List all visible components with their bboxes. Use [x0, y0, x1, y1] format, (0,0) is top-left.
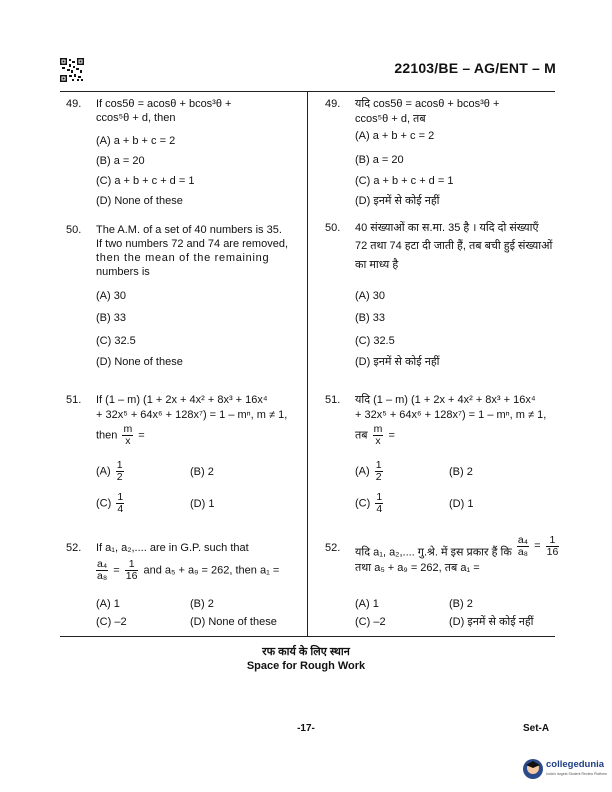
question-number: 49.	[66, 98, 82, 110]
option-b: (B) 2	[190, 598, 214, 610]
option-b: (B) 33	[96, 312, 126, 324]
question-50-en	[66, 223, 301, 373]
option-d: (D) None of these	[190, 616, 277, 628]
option-d: (D) 1	[449, 498, 474, 510]
question-49-en	[66, 97, 301, 217]
page-number: -17-	[297, 723, 315, 734]
column-divider	[307, 91, 308, 636]
equals-sign: =	[388, 429, 395, 442]
mascot-icon	[522, 758, 544, 780]
fraction-1-over-16: $\frac{1}{16}$	[125, 558, 138, 582]
then-word: then	[96, 429, 118, 442]
question-text-line-3: then the mean of the remaining	[96, 252, 270, 264]
option-b: (B) a = 20	[355, 154, 404, 166]
question-text-line-2: तथा a₅ + a₉ = 262, तब a₁ =	[355, 562, 480, 574]
question-text-line-3	[355, 424, 395, 447]
question-text-line-2: 72 तथा 74 हटा दी जाती हैं, तब बची हुई संख्याओं	[355, 240, 553, 252]
question-text-line-1: यदि (1 – m) (1 + 2x + 4x² + 8x³ + 16x⁴	[355, 394, 536, 406]
question-51-hi	[325, 393, 557, 523]
option-a: (A) a + b + c = 2	[96, 135, 176, 147]
question-text-line-1: यदि a₁, a₂,.... गु.श्रे. में इस प्रकार हैं कि $\frac{\text{a₄}}{\text{a₈}}$ = $\frac{1}{16}$	[355, 534, 559, 559]
fraction-1-over-16: $\frac{1}{16}$	[546, 534, 559, 558]
option-d: (D) None of these	[96, 356, 183, 368]
question-text-line-1: If a₁, a₂,.... are in G.P. such that	[96, 542, 249, 554]
question-text-line-1: The A.M. of a set of 40 numbers is 35.	[96, 224, 282, 236]
question-text-line-4: numbers is	[96, 266, 150, 278]
question-51-en	[66, 393, 301, 523]
option-a: (A) 1	[355, 598, 379, 610]
option-b: (B) a = 20	[96, 155, 145, 167]
question-50-hi	[325, 221, 557, 371]
fraction-a4-over-a8: $\frac{\text{a₄}}{\text{a₈}}$	[97, 558, 108, 582]
option-b: (B) 33	[355, 312, 385, 324]
question-text-line-2: If two numbers 72 and 74 are removed,	[96, 238, 288, 250]
brand-name: collegedunia	[546, 759, 605, 770]
qr-code	[60, 58, 84, 82]
question-number: 49.	[325, 98, 341, 110]
option-c: (C) –2	[96, 616, 127, 628]
fraction-a4-over-a8: $\frac{\text{a₄}}{\text{a₈}}$	[517, 534, 529, 558]
option-a: (A) 30	[355, 290, 385, 302]
option-c: (C) $\frac{1}{4}$	[355, 491, 383, 515]
option-a: (A) 30	[96, 290, 126, 302]
question-text-line-3	[96, 424, 145, 447]
question-text-line-2: + 32x⁵ + 64x⁶ + 128x⁷) = 1 – mⁿ, m ≠ 1,	[96, 409, 288, 421]
paper-code: 22103/BE – AG/ENT – M	[394, 60, 556, 76]
option-c: (C) –2	[355, 616, 386, 628]
question-number: 51.	[66, 394, 82, 406]
option-d: (D) इनमें से कोई नहीं	[355, 195, 440, 207]
set-label: Set-A	[523, 723, 550, 734]
question-number: 50.	[66, 224, 82, 236]
question-number: 52.	[66, 542, 82, 554]
option-a: (A) a + b + c = 2	[355, 130, 435, 142]
option-b: (B) 2	[449, 598, 473, 610]
question-text-line-1: If (1 – m) (1 + 2x + 4x² + 8x³ + 16x⁴	[96, 394, 268, 406]
rough-work-english: Space for Rough Work	[246, 660, 366, 672]
option-d: (D) इनमें से कोई नहीं	[355, 356, 440, 368]
question-text-line-2: ccos⁵θ + d, then	[96, 112, 176, 124]
option-b: (B) 2	[190, 466, 214, 478]
option-d: (D) 1	[190, 498, 215, 510]
question-number: 52.	[325, 542, 341, 554]
equals-sign: =	[138, 429, 145, 442]
question-text-line-2: ccos⁵θ + d, तब	[355, 113, 426, 125]
brand-tagline: India's largest Student Review Platform	[546, 772, 607, 776]
question-52-en	[66, 541, 301, 633]
option-a: (A) $\frac{1}{2}$	[355, 459, 382, 483]
question-text-line-1: यदि cos5θ = acosθ + bcos³θ +	[355, 98, 500, 110]
option-c: (C) 32.5	[355, 335, 395, 347]
brand-logo	[522, 756, 607, 784]
question-text-line-1: If cos5θ = acosθ + bcos³θ +	[96, 98, 232, 110]
fraction-m-over-x: $\frac{m}{x}$	[123, 423, 133, 447]
question-text-line-1: 40 संख्याओं का स.मा. 35 है । यदि दो संख्याएँ	[355, 222, 539, 234]
option-c: (C) a + b + c + d = 1	[355, 175, 454, 187]
question-52-hi	[325, 534, 559, 633]
then-word: तब	[355, 429, 368, 442]
bottom-rule	[60, 636, 555, 637]
question-text-line-2: + 32x⁵ + 64x⁶ + 128x⁷) = 1 – mⁿ, m ≠ 1,	[355, 409, 547, 421]
option-a: (A) $\frac{1}{2}$	[96, 459, 123, 483]
option-c: (C) $\frac{1}{4}$	[96, 491, 124, 515]
option-c: (C) 32.5	[96, 335, 136, 347]
fraction-m-over-x: $\frac{m}{x}$	[373, 423, 383, 447]
question-text-line-3: का माध्य है	[355, 259, 399, 271]
question-49-hi	[325, 97, 557, 217]
option-d: (D) None of these	[96, 195, 183, 207]
question-text-line-2: $\frac{\text{a₄}}{\text{a₈}}$ = $\frac{1}{16}$ and a₅ + a₉ = 262, then a₁ =	[97, 558, 280, 582]
option-d: (D) इनमें से कोई नहीं	[449, 616, 534, 628]
question-number: 51.	[325, 394, 341, 406]
option-c: (C) a + b + c + d = 1	[96, 175, 195, 187]
option-b: (B) 2	[449, 466, 473, 478]
question-number: 50.	[325, 222, 341, 234]
option-a: (A) 1	[96, 598, 120, 610]
rough-work-hindi: रफ कार्य के लिए स्थान	[262, 646, 350, 658]
